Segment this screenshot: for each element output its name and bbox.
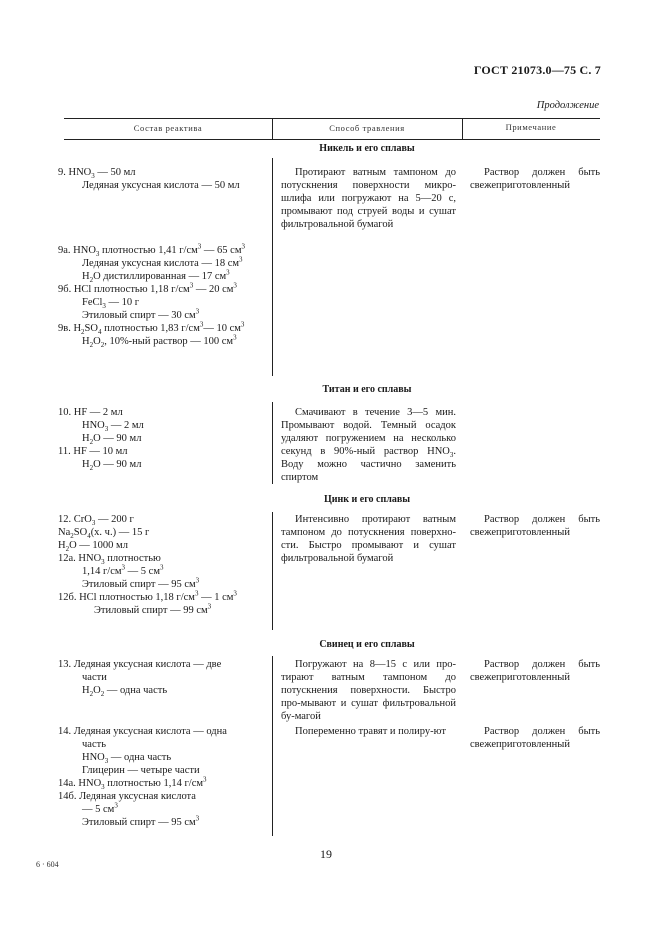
reagent-9b-line3: Этиловый спирт — 30 $см^3$ xyxy=(82,307,200,321)
reagent-9a-line2: Ледяная уксусная кислота — 18 $см^3$ xyxy=(82,255,243,269)
column-header-note: Примечание xyxy=(505,122,557,132)
titanium-method: Смачивают в течение 3—5 мин. Промывают водой. Темный осадок удаляют погружением на несколько секунд в 90%-ный раствор $HNO_3$. Воду можно частично заменить спиртом xyxy=(281,407,456,483)
section-zinc: Цинк и его сплавы xyxy=(323,494,411,505)
nickel-note: Раствор должен быть свежеприготовленный xyxy=(470,167,600,191)
column-header-composition: Состав реактива xyxy=(133,123,203,133)
reagent-14a-line1: 14а. $HNO_3$ плотностью 1,14 $г/см^3$ xyxy=(58,775,207,792)
table-top-rule xyxy=(64,118,600,119)
lead-reagents-13 xyxy=(58,658,270,697)
column-header-method: Способ травления xyxy=(329,123,405,133)
lead-note-13: Раствор должен быть свежеприготовленный xyxy=(470,659,600,683)
reagent-14b-line1: 14б. Ледяная уксусная кислота xyxy=(58,791,196,802)
reagent-9b-line2: FeCl$_3$ — 10 г xyxy=(82,297,140,311)
reagent-9-line2: Ледяная уксусная кислота — 50 мл xyxy=(82,180,240,191)
titanium-reagents xyxy=(58,406,270,471)
zinc-divider xyxy=(272,512,273,630)
reagent-11-line1: 11. HF — 10 мл xyxy=(58,446,128,457)
lead-reagents-14 xyxy=(58,725,270,829)
page-number: 19 xyxy=(320,847,332,861)
reagent-9a-line3: $H_2O$ дистиллированная — 17 $см^3$ xyxy=(82,268,230,285)
reagent-12a-line2: 1,14 $г/см^3$ — 5 $см^3$ xyxy=(82,563,164,577)
section-nickel: Никель и его сплавы xyxy=(319,143,415,154)
document-header: ГОСТ 21073.0—75 С. 7 xyxy=(473,63,601,77)
reagent-14-line2: часть xyxy=(82,739,106,750)
reagent-12a-line3: Этиловый спирт — 95 $см^3$ xyxy=(82,576,200,590)
reagent-12-line2: $Na_2SO_4(х$. ч.) — 15 г xyxy=(58,527,150,541)
reagent-12a-line1: 12а. $HNO_3$ плотностью xyxy=(58,553,161,567)
reagent-10-line2: $HNO_3$ — 2 мл xyxy=(82,420,144,434)
zinc-note: Раствор должен быть свежеприготовленный xyxy=(470,514,600,538)
reagent-12-line1: 12. CrO$_3$ — 200 г xyxy=(58,514,134,528)
reagent-14-line3: $HNO_3$ — одна часть xyxy=(82,752,172,766)
reagent-14-line4: Глицерин — четыре части xyxy=(82,765,200,776)
reagent-14b-line2: — 5 $см^3$ xyxy=(82,801,118,815)
reagent-9b-line1: 9б. HCl плотностью 1,18 $г/см^3$ — 20 $см^3$ xyxy=(58,281,237,295)
section-lead: Свинец и его сплавы xyxy=(319,639,415,650)
reagent-13-line2: части xyxy=(82,672,107,683)
reagent-14b-line3: Этиловый спирт — 95 $см^3$ xyxy=(82,814,200,828)
zinc-reagents xyxy=(58,513,270,617)
lead-method-14: Попеременно травят и полиру-ют xyxy=(295,726,446,737)
table-header-rule xyxy=(64,139,600,140)
nickel-divider xyxy=(272,158,273,376)
lead-note-14: Раствор должен быть свежеприготовленный xyxy=(470,726,600,750)
reagent-12b-line1: 12б. HCl плотностью 1,18 $г/см^3$ — 1 $см^3$ xyxy=(58,589,237,603)
reagent-11-line2: $H_2O$ — 90 мл xyxy=(82,459,142,473)
reagent-9v-line1: 9в. $H_2SO_4$ плотностью 1,83 $г/см^3—$ 10 $см^3$ xyxy=(58,320,245,337)
reagent-9v-line2: $H_2O_2$, 10%-ный раствор — 100 $см^3$ xyxy=(82,333,237,350)
reagent-12-line3: $H_2O$ — 1000 мл xyxy=(58,540,128,554)
continuation-label: Продолжение xyxy=(536,100,599,111)
zinc-method: Интенсивно протирают ватным тампоном до потускнения поверхно-сти. Быстро промывают и сушат фильтровальной бумагой xyxy=(281,514,456,564)
lead-method-13: Погружают на 8—15 с или про-тирают ватным тампоном до потускнения поверхности. Быстро про-мывают и сушат фильтровальной бу-магой xyxy=(281,659,456,722)
reagent-10-line3: $H_2O$ — 90 мл xyxy=(82,433,142,447)
reagent-14-line1: 14. Ледяная уксусная кислота — одна xyxy=(58,726,227,737)
titanium-divider xyxy=(272,402,273,484)
nickel-method: Протирают ватным тампоном до потускнения поверхности микро-шлифа или погружают на 5—20 с, промывают под струей воды и сушат фильтровальной бумагой xyxy=(281,167,456,230)
print-mark: 6 · 604 xyxy=(36,860,59,869)
reagent-9a-line1: 9а. $HNO_3$ плотностью 1,41 $г/см^3$ — 65 $см^3$ xyxy=(58,242,245,259)
nickel-reagents-9a-9v xyxy=(58,244,270,348)
reagent-12b-line2: Этиловый спирт — 99 $см^3$ xyxy=(94,602,212,616)
lead-divider xyxy=(272,656,273,836)
reagent-13-line1: 13. Ледяная уксусная кислота — две xyxy=(58,659,222,670)
section-titanium: Титан и его сплавы xyxy=(322,384,412,395)
nickel-reagents-9 xyxy=(58,166,270,192)
reagent-13-line3: $H_2O_2$ — одна часть xyxy=(82,685,168,699)
reagent-10-line1: 10. HF — 2 мл xyxy=(58,407,123,418)
reagent-9-line1: 9. $HNO_3$ — 50 мл xyxy=(58,167,136,181)
